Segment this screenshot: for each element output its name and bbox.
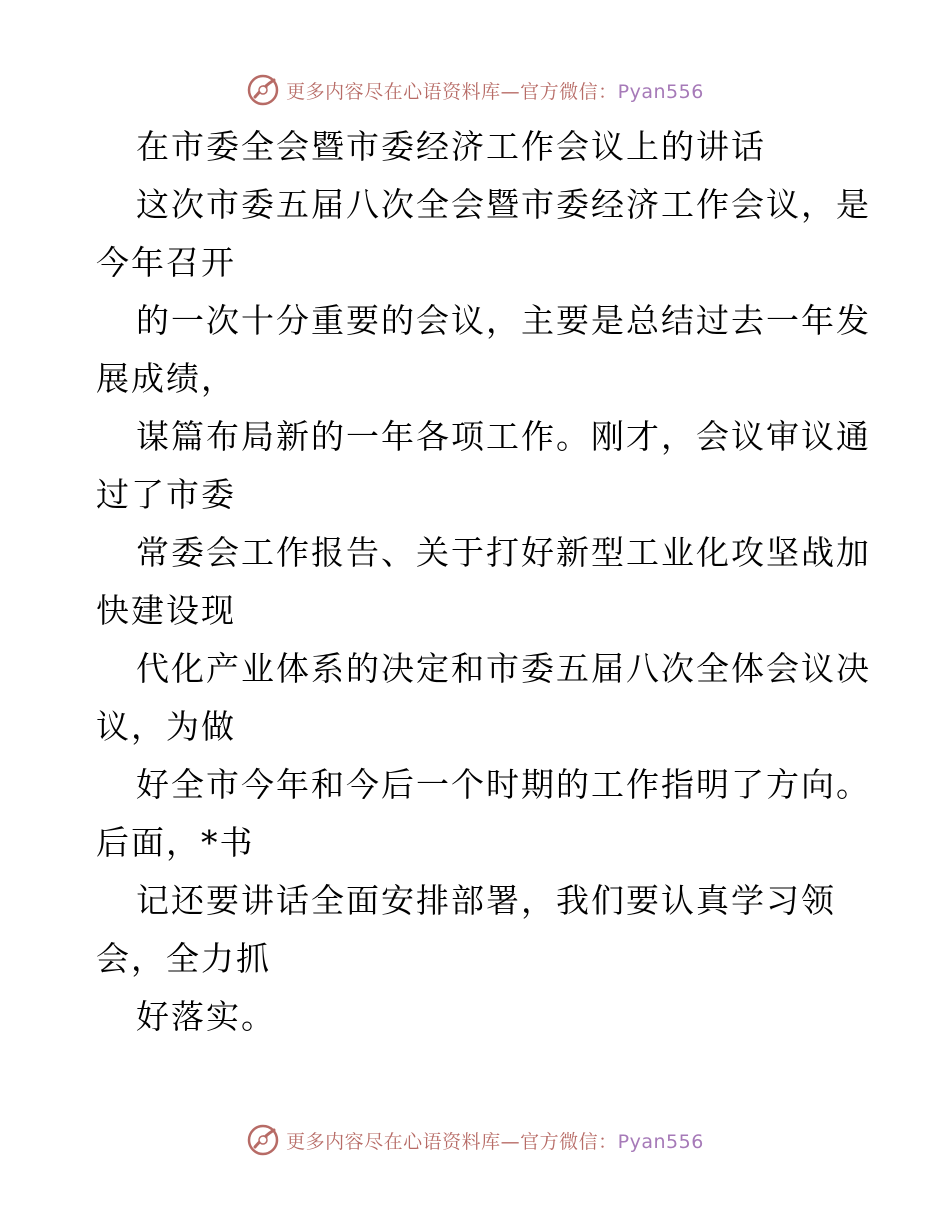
text-line: 会，全力抓 — [96, 939, 271, 978]
text-line: 这次市委五届八次全会暨市委经济工作会议，是 — [136, 185, 871, 224]
text-line: 常委会工作报告、关于打好新型工业化攻坚战加 — [136, 533, 871, 572]
text-line: 好落实。 — [136, 997, 276, 1036]
footer-watermark-banner — [0, 1120, 950, 1160]
text-line: 记还要讲话全面安排部署，我们要认真学习领 — [136, 881, 836, 920]
footer-watermark-id: Pyan556 — [617, 1130, 704, 1153]
text-line: 展成绩， — [96, 359, 236, 398]
footer-watermark-text: 更多内容尽在心语资料库—官方微信：Pyan556 — [286, 1130, 704, 1153]
text-line: 过了市委 — [96, 475, 236, 514]
quill-logo-icon — [246, 73, 280, 107]
header-watermark-id: Pyan556 — [617, 80, 704, 103]
text-line: 后面，*书 — [96, 823, 255, 862]
text-line: 的一次十分重要的会议，主要是总结过去一年发 — [136, 301, 871, 340]
text-line: 今年召开 — [96, 243, 236, 282]
header-watermark-text: 更多内容尽在心语资料库—官方微信：Pyan556 — [286, 80, 704, 103]
text-line: 好全市今年和今后一个时期的工作指明了方向。 — [136, 765, 871, 804]
text-line: 快建设现 — [96, 591, 236, 630]
quill-logo-icon — [246, 1123, 280, 1157]
text-line: 议，为做 — [96, 707, 236, 746]
text-line: 代化产业体系的决定和市委五届八次全体会议决 — [136, 649, 871, 688]
header-watermark-banner — [0, 70, 950, 110]
speech-body — [96, 118, 871, 1046]
speech-title: 在市委全会暨市委经济工作会议上的讲话 — [136, 127, 766, 166]
text-line: 谋篇布局新的一年各项工作。刚才，会议审议通 — [136, 417, 871, 456]
